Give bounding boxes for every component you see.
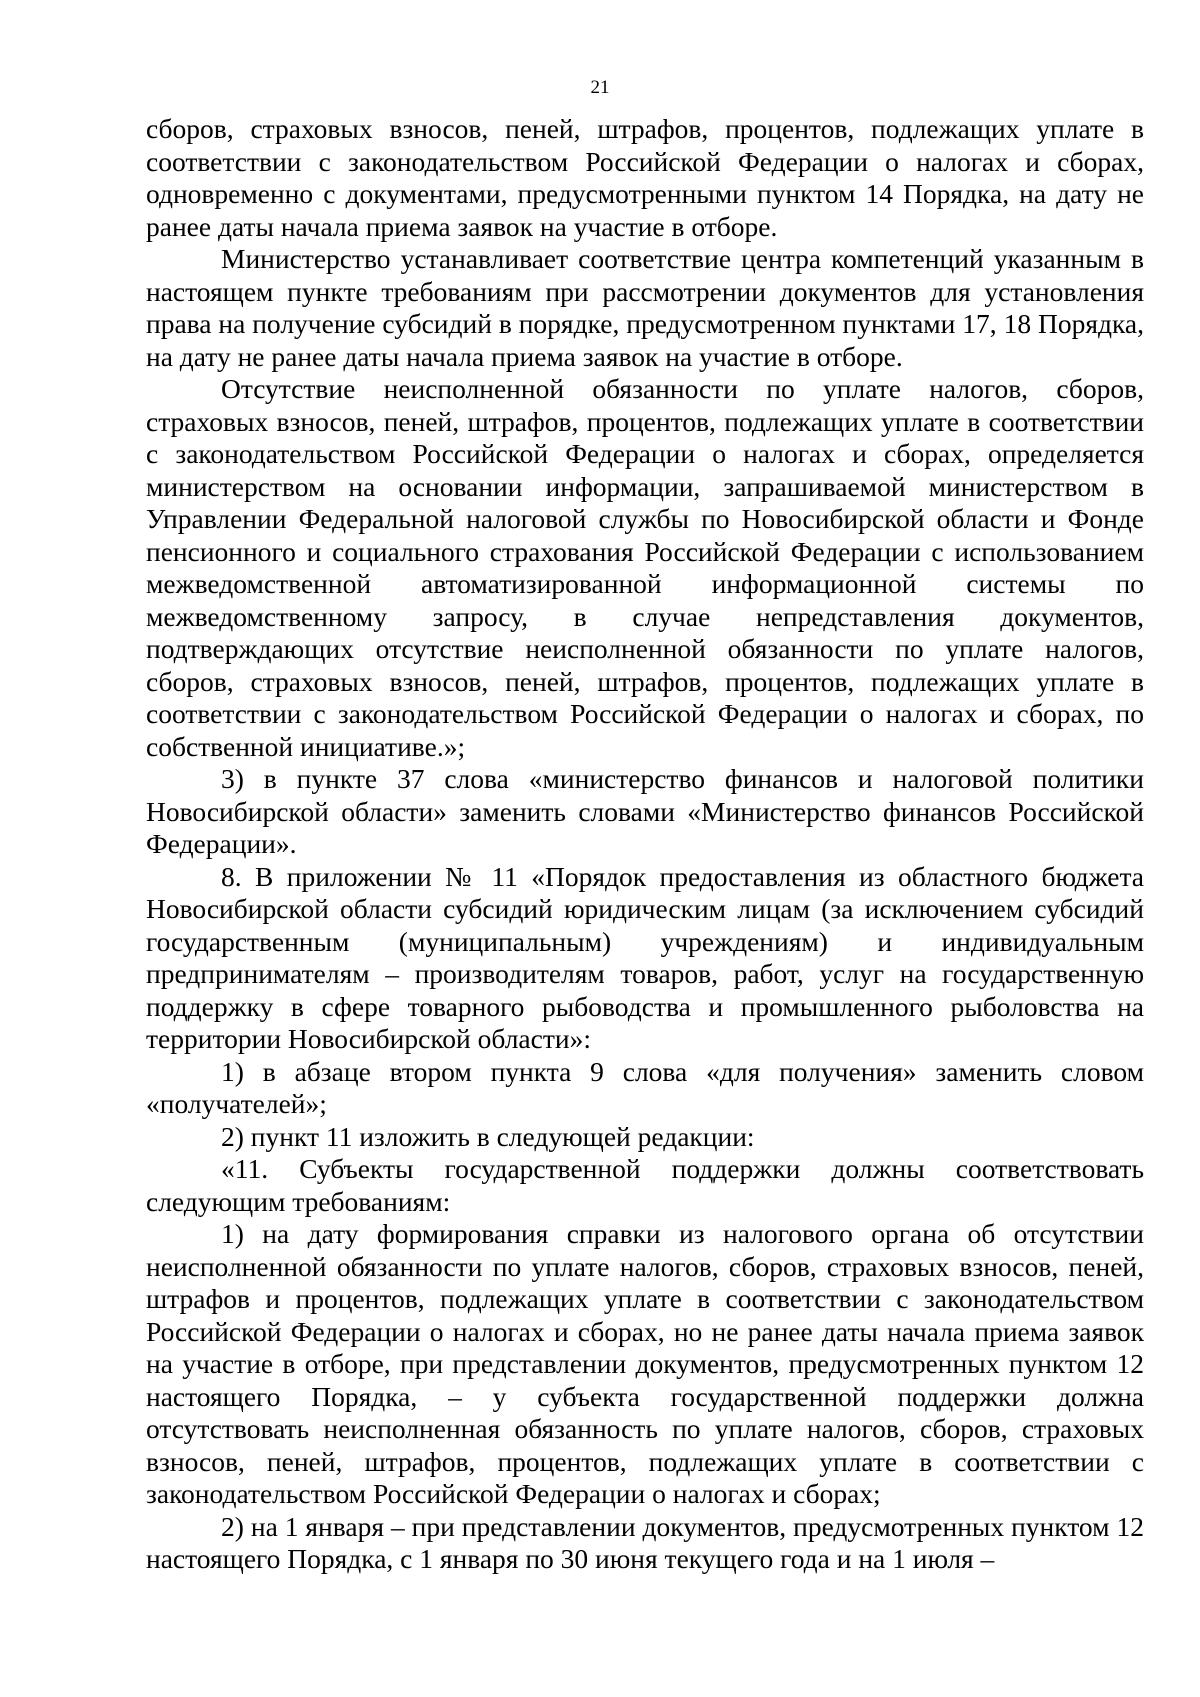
paragraph: 1) на дату формирования справки из налогового органа об отсутствии неисполненной обязанности по уплате налогов, сборов, страховых взносов, пеней, штрафов и процентов, подлежащих уплате в соответствии с законодательством Российской Федерации о налогах и сборах, но не ранее даты начала приема заявок на участие в отборе, при представлении документов, предусмотренных пунктом 12 настоящего Порядка, – у субъекта государственной поддержки должна отсутствовать неисполненная обязанность по уплате налогов, сборов, страховых взносов, пеней, штрафов, процентов, подлежащих уплате в соответствии с законодательством Российской Федерации о налогах и сборах; [146,1218,1144,1509]
paragraph: 2) на 1 января – при представлении документов, предусмотренных пунктом 12 настоящего Порядка, с 1 января по 30 июня текущего года и на 1 июля – [146,1510,1144,1574]
paragraph: Отсутствие неисполненной обязанности по уплате налогов, сборов, страховых взносов, пеней, штрафов, процентов, подлежащих уплате в соответствии с законодательством Российской Федерации о налогах и сборах, определяется министерством на основании информации, запрашиваемой министерством в Управлении Федеральной налоговой службы по Новосибирской области и Фонде пенсионного и социального страхования Российской Федерации с использованием межведомственной автоматизированной информационной системы по межведомственному запросу, в случае непредставления документов, подтверждающих отсутствие неисполненной обязанности по уплате налогов, сборов, страховых взносов, пеней, штрафов, процентов, подлежащих уплате в соответствии с законодательством Российской Федерации о налогах и сборах, по собственной инициативе.»; [146,373,1144,762]
paragraph: сборов, страховых взносов, пеней, штрафов, процентов, подлежащих уплате в соответствии с законодательством Российской Федерации о налогах и сборах, одновременно с документами, предусмотренными пунктом 14 Порядка, на дату не ранее даты начала приема заявок на участие в отборе. [146,113,1144,242]
paragraph: 3) в пункте 37 слова «министерство финансов и налоговой политики Новосибирской области» заменить словами «Министерство финансов Российской Федерации». [146,763,1144,859]
document-body [146,113,1144,1576]
paragraph: Министерство устанавливает соответствие центра компетенций указанным в настоящем пункте требованиям при рассмотрении документов для установления права на получение субсидий в порядке, предусмотренном пунктами 17, 18 Порядка, на дату не ранее даты начала приема заявок на участие в отборе. [146,243,1144,372]
paragraph: 8. В приложении № 11 «Порядок предоставления из областного бюджета Новосибирской области субсидий юридическим лицам (за исключением субсидий государственным (муниципальным) учреждениям) и индивидуальным предпринимателям – производителям товаров, работ, услуг на государственную поддержку в сфере товарного рыбоводства и промышленного рыболовства на территории Новосибирской области»: [146,860,1144,1054]
paragraph: 2) пункт 11 изложить в следующей редакции: [221,1120,755,1152]
paragraph: «11. Субъекты государственной поддержки должны соответствовать следующим требованиям: [146,1153,1144,1217]
page-number: 21 [590,77,610,98]
paragraph: 1) в абзаце втором пункта 9 слова «для получения» заменить словом «получателей»; [146,1055,1144,1119]
